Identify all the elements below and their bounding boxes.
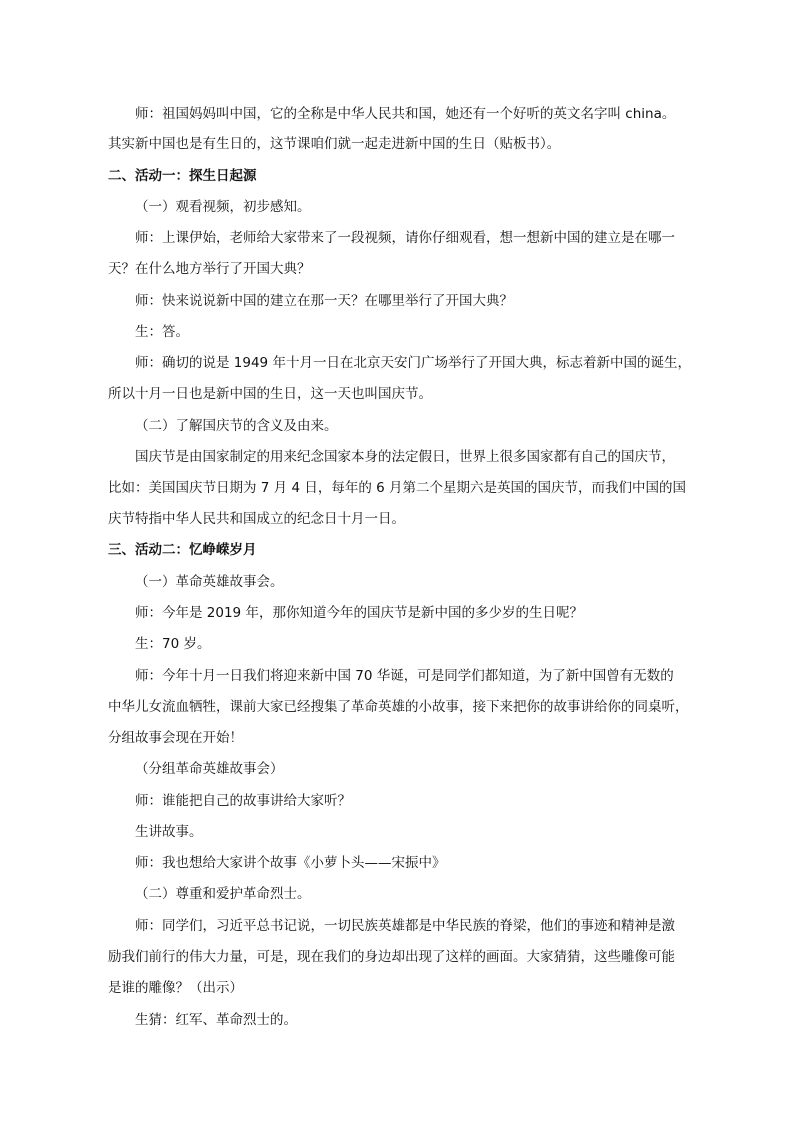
paragraph-line: 是谁的雕像？（出示） bbox=[108, 980, 243, 996]
paragraph-line: 生猜：红军、革命烈士的。 bbox=[135, 1012, 297, 1028]
paragraph-line: 国庆节是由国家制定的用来纪念国家本身的法定假日，世界上很多国家都有自己的国庆节， bbox=[135, 449, 675, 465]
paragraph-line: 师：今年是 2019 年，那你知道今年的国庆节是新中国的多少岁的生日呢？ bbox=[135, 605, 583, 621]
paragraph-line: 比如：美国国庆节日期为 7 月 4 日，每年的 6 月第二个星期六是英国的国庆节，而我们中国的国 bbox=[108, 480, 687, 496]
paragraph-line: （二）了解国庆节的含义及由来。 bbox=[135, 418, 338, 434]
section-heading: 三、活动二：忆峥嵘岁月 bbox=[108, 542, 257, 558]
paragraph-line: 生：答。 bbox=[135, 324, 189, 340]
paragraph-line: 师：确切的说是 1949 年十月一日在北京天安门广场举行了开国大典，标志着新中国的诞生， bbox=[135, 355, 691, 371]
paragraph-line: 师：今年十月一日我们将迎来新中国 70 华诞，可是同学们都知道，为了新中国曾有无数的 bbox=[135, 668, 674, 684]
paragraph-line: （分组革命英雄故事会） bbox=[135, 761, 284, 777]
paragraph-line: 师：同学们，习近平总书记说，一切民族英雄都是中华民族的脊梁，他们的事迹和精神是激 bbox=[135, 918, 675, 934]
paragraph-line: 生：70 岁。 bbox=[135, 636, 211, 652]
paragraph-line: 所以十月一日也是新中国的生日，这一天也叫国庆节。 bbox=[108, 386, 432, 402]
paragraph-line: 师：谁能把自己的故事讲给大家听？ bbox=[135, 793, 351, 809]
paragraph-line: （一）观看视频，初步感知。 bbox=[135, 199, 311, 215]
paragraph-line: 天？在什么地方举行了开国大典？ bbox=[108, 261, 311, 277]
paragraph-line: 庆节特指中华人民共和国成立的纪念日十月一日。 bbox=[108, 511, 405, 527]
paragraph-line: 生讲故事。 bbox=[135, 824, 203, 840]
paragraph-line: （一）革命英雄故事会。 bbox=[135, 574, 284, 590]
paragraph-line: 师：上课伊始，老师给大家带来了一段视频，请你仔细观看，想一想新中国的建立是在哪一 bbox=[135, 230, 675, 246]
paragraph-line: 师：我也想给大家讲个故事《小萝卜头——宋振中》 bbox=[135, 855, 446, 871]
section-heading: 二、活动一：探生日起源 bbox=[108, 168, 257, 184]
paragraph-line: 中华儿女流血牺牲，课前大家已经搜集了革命英雄的小故事，接下来把你的故事讲给你的同桌听， bbox=[108, 699, 689, 715]
paragraph-line: 其实新中国也是有生日的，这节课咱们就一起走进新中国的生日（贴板书）。 bbox=[108, 136, 561, 152]
paragraph-line: 分组故事会现在开始！ bbox=[108, 730, 243, 746]
paragraph-line: 励我们前行的伟大力量，可是，现在我们的身边却出现了这样的画面。大家猜猜，这些雕像可能 bbox=[108, 949, 675, 965]
paragraph-line: 师：祖国妈妈叫中国，它的全称是中华人民共和国，她还有一个好听的英文名字叫 china。 bbox=[135, 106, 676, 122]
paragraph-line: 师：快来说说新中国的建立在那一天？在哪里举行了开国大典？ bbox=[135, 293, 513, 309]
paragraph-line: （二）尊重和爱护革命烈士。 bbox=[135, 886, 311, 902]
